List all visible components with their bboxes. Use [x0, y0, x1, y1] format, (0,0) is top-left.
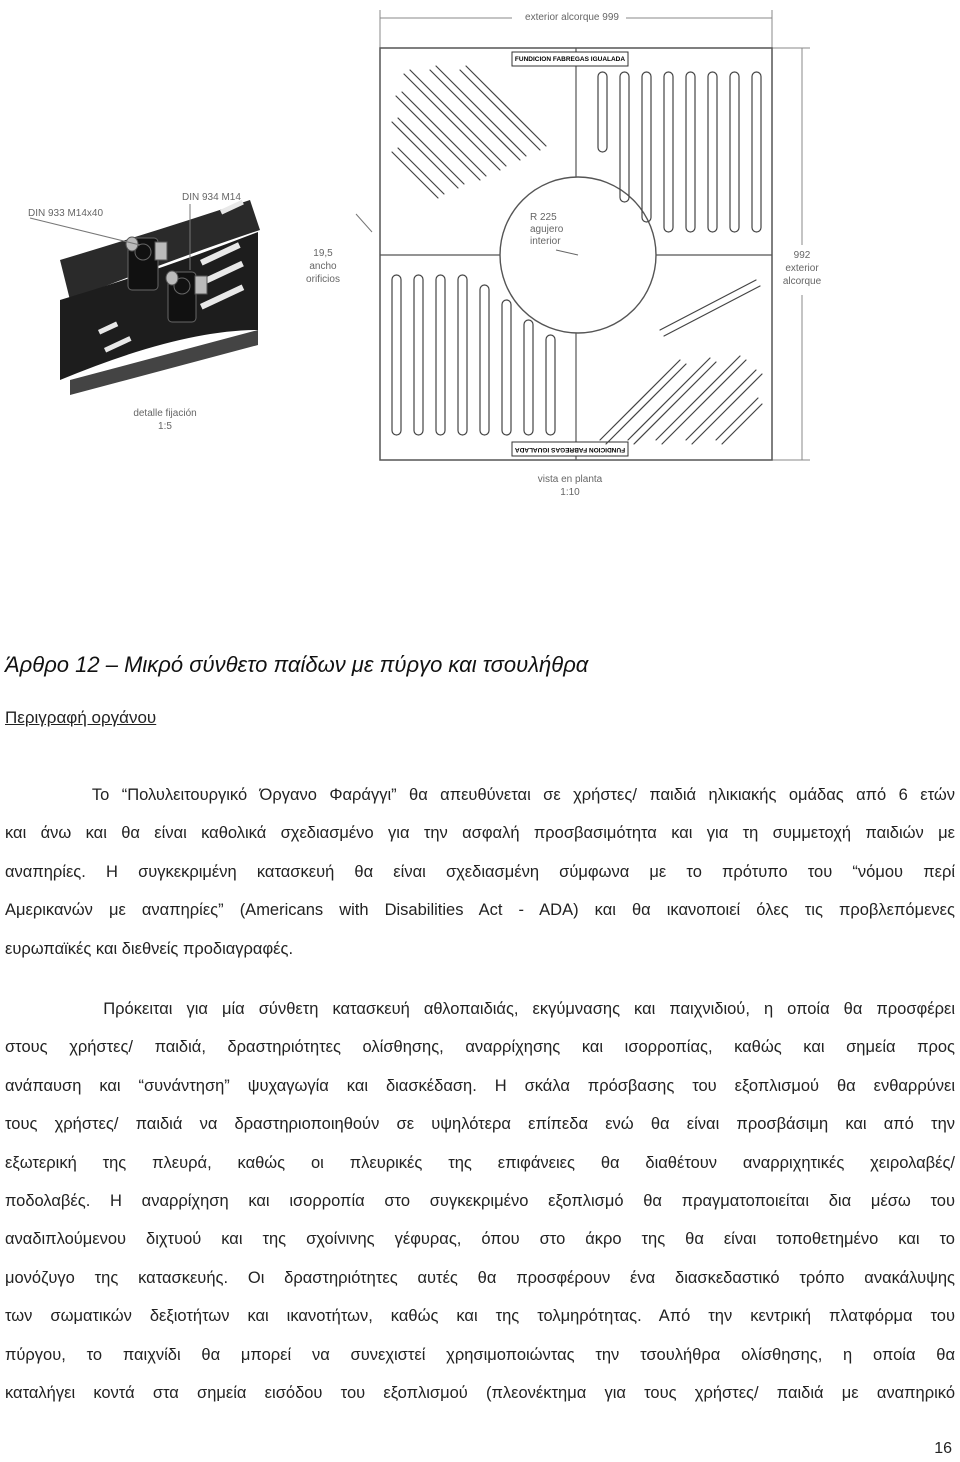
paragraph-line: πύργου, το παιχνίδι θα μπορεί να συνεχιστεί χρησιμοποιώντας την τσουλήθρα ολίσθησης, η οποία θα	[5, 1345, 955, 1364]
paragraph-line: μονόζυγο της κατασκευής. Οι δραστηριότητες αυτές θα προσφέρουν ένα διασκεδαστικό τρόπο ανακάλυψης	[5, 1268, 955, 1287]
plan-view-scale: 1:10	[560, 487, 580, 498]
paragraph-line: και άνω και θα είναι καθολικά σχεδιασμένο για την ασφαλή προσβασιμότητα και για τη συμμετοχή παιδιών με	[5, 824, 955, 843]
technical-drawing	[0, 0, 960, 520]
slot-width-desc-label-1: ancho	[309, 261, 337, 272]
din933-label: DIN 933 M14x40	[28, 208, 104, 219]
paragraph-line: ποδολαβές. Η αναρρίχηση και ισορροπία στο συγκεκριμένο εξοπλισμό θα πραγματοποιείται δια μέσω του	[5, 1191, 955, 1210]
paragraph-line: αναπηρίες. Η συγκεκριμένη κατασκευή θα είναι σχεδιασμένη σύμφωνα με το πρότυπο του “νόμου περί	[5, 862, 955, 881]
paragraph-line: ανάπαυση και “συνάντηση” ψυχαγωγία και διασκέδαση. Η σκάλα πρόσβασης του εξοπλισμού θα ενθαρρύνει	[5, 1076, 955, 1095]
side-dim-desc-label-2: alcorque	[782, 276, 822, 287]
brand-bottom-label: FUNDICION FABREGAS IGUALADA	[514, 446, 626, 453]
side-dim-desc-label-1: exterior	[785, 263, 819, 274]
paragraph-line: Αμερικανών με αναπηρίες” (Americans with Disabilities Act - ADA) και θα ικανοποιεί όλες τις προβλεπόμενες	[5, 901, 955, 920]
radius-desc-label-1: agujero	[530, 224, 564, 235]
paragraph-line: στους χρήστες/ παιδιά, δραστηριότητες ολίσθησης, αναρρίχησης και ισορροπίας, καθώς και σημεία προς	[5, 1038, 955, 1057]
radius-desc-label-2: interior	[530, 236, 561, 247]
paragraph-2	[5, 990, 955, 1412]
width-leader	[356, 214, 372, 232]
paragraph-line: καταλήγει κοντά στα σημεία εισόδου του εξοπλισμού (πλεονέκτημα για τους χρήστες/ παιδιά με αναπηρικό	[5, 1383, 955, 1402]
plan-view-caption: vista en planta	[537, 474, 603, 485]
slot-width-value-label: 19,5	[313, 248, 333, 259]
detail-caption: detalle fijación	[133, 408, 197, 419]
paragraph-line: των σωματικών δεξιοτήτων και ικανοτήτων, καθώς και της τολμηρότητας. Από την κεντρική πλατφόρμα του	[5, 1307, 955, 1326]
din934-label: DIN 934 M14	[182, 192, 241, 203]
radius-value-label: R 225	[530, 212, 557, 223]
paragraph-1	[5, 776, 955, 968]
page-number: 16	[934, 1440, 952, 1457]
detail-scale: 1:5	[158, 421, 172, 432]
paragraph-line: αναδιπλούμενου διχτυού και της σχοίνινης γέφυρας, όπου στο άκρο της θα είναι τοποθετημένο και το	[5, 1230, 955, 1249]
paragraph-line: Πρόκειται για μία σύνθετη κατασκευή αθλοπαιδιάς, εκγύμνασης και παιχνιδιού, η οποία θα προσφέρει	[5, 1000, 955, 1018]
paragraph-line: εξωτερική της πλευρά, καθώς οι πλευρικές της επιφάνειες θα διαθέτουν αναρριχητικές χειρολαβές/	[5, 1153, 955, 1172]
slot-width-desc-label-2: orificios	[306, 274, 340, 285]
brand-top-label: FUNDICION FABREGAS IGUALADA	[514, 56, 626, 63]
exterior-top-label: exterior alcorque 999	[525, 12, 619, 23]
article-subheading: Περιγραφή οργάνου	[5, 708, 157, 727]
side-dim-value-label: 992	[793, 250, 811, 261]
article-heading: Άρθρο 12 – Μικρό σύνθετο παίδων με πύργο και τσουλήθρα	[5, 652, 589, 677]
fixing-detail-view	[30, 200, 260, 395]
paragraph-line: Το “Πολυλειτουργικό Όργανο Φαράγγι” θα απευθύνεται σε χρήστες/ παιδιά ηλικιακής ομάδας από 6 ετών	[5, 786, 955, 804]
paragraph-line: τους χρήστες/ παιδιά να δραστηριοποιηθούν σε υψηλότερα επίπεδα ενώ θα είναι προσβάσιμη και από την	[5, 1115, 955, 1134]
paragraph-line: ευρωπαϊκές και διεθνείς προδιαγραφές.	[5, 939, 294, 958]
